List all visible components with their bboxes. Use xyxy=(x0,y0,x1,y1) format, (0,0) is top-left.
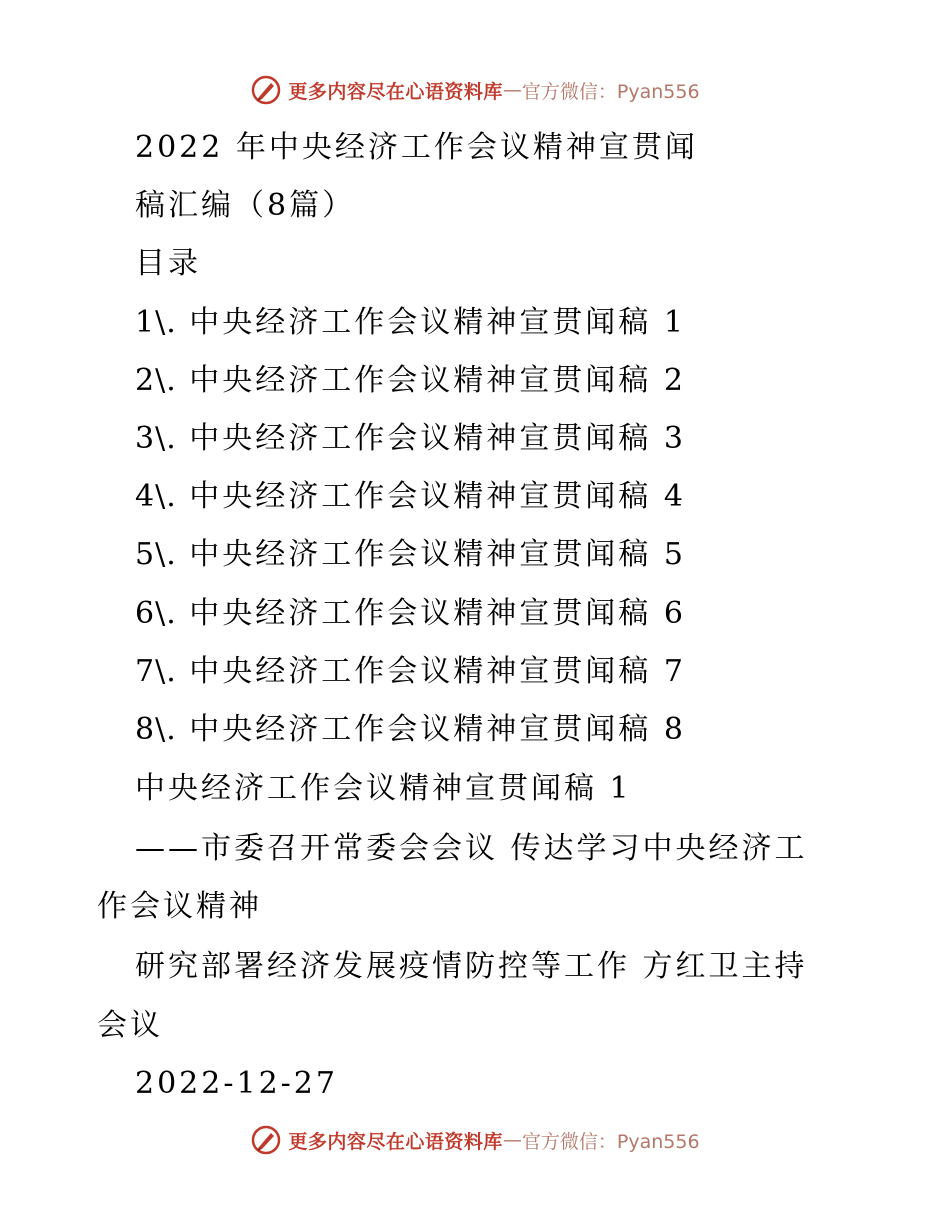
toc-item-text: 中央经济工作会议精神宣贯闻稿 4 xyxy=(189,479,686,514)
watermark-banner-bottom xyxy=(0,1120,950,1160)
toc-item xyxy=(135,652,686,692)
toc-item-text: 中央经济工作会议精神宣贯闻稿 5 xyxy=(189,537,686,572)
toc-item-text: 中央经济工作会议精神宣贯闻稿 3 xyxy=(189,421,686,456)
toc-item xyxy=(135,710,686,750)
toc-item-text: 中央经济工作会议精神宣贯闻稿 2 xyxy=(189,363,686,398)
toc-item-number: 5\. xyxy=(135,537,177,572)
toc-item-number: 7\. xyxy=(135,654,177,689)
article-subtitle-line-1: ——市委召开常委会会议 传达学习中央经济工 xyxy=(135,831,808,866)
watermark-wechat-text: 官方微信：Pyan556 xyxy=(521,1130,700,1153)
toc-item-number: 6\. xyxy=(135,596,177,631)
toc-item-text: 中央经济工作会议精神宣贯闻稿 8 xyxy=(189,712,686,747)
toc-item xyxy=(135,303,686,343)
toc-item-number: 1\. xyxy=(135,305,177,340)
toc-heading: 目录 xyxy=(135,246,201,281)
document-title-line-1: 2022 年中央经济工作会议精神宣贯闻 xyxy=(135,130,698,165)
toc-item xyxy=(135,419,686,459)
toc-item-number: 4\. xyxy=(135,479,177,514)
toc-item-number: 3\. xyxy=(135,421,177,456)
article-subtitle2-line-2: 会议 xyxy=(97,1008,163,1043)
watermark-separator: — xyxy=(502,79,522,101)
document-title-line-2: 稿汇编（8篇） xyxy=(135,188,356,223)
watermark-main-text: 更多内容尽在心语资料库 xyxy=(288,1130,503,1153)
article-date: 2022-12-27 xyxy=(135,1066,338,1101)
toc-item xyxy=(135,361,686,401)
pen-logo-icon xyxy=(250,74,282,106)
toc-item-number: 2\. xyxy=(135,363,177,398)
watermark-wechat-text: 官方微信：Pyan556 xyxy=(521,80,700,103)
toc-item-text: 中央经济工作会议精神宣贯闻稿 7 xyxy=(189,654,686,689)
toc-item-text: 中央经济工作会议精神宣贯闻稿 6 xyxy=(189,596,686,631)
pen-logo-icon xyxy=(250,1124,282,1156)
toc-item-number: 8\. xyxy=(135,712,177,747)
toc-item xyxy=(135,535,686,575)
watermark-main-text: 更多内容尽在心语资料库 xyxy=(288,80,503,103)
toc-item xyxy=(135,477,686,517)
article-title: 中央经济工作会议精神宣贯闻稿 1 xyxy=(135,771,632,806)
toc-item-text: 中央经济工作会议精神宣贯闻稿 1 xyxy=(189,305,686,340)
watermark-banner-top xyxy=(0,70,950,110)
watermark-separator: — xyxy=(502,1129,522,1151)
article-subtitle2-line-1: 研究部署经济发展疫情防控等工作 方红卫主持 xyxy=(135,949,808,984)
article-subtitle-line-2: 作会议精神 xyxy=(97,889,262,924)
toc-item xyxy=(135,594,686,634)
